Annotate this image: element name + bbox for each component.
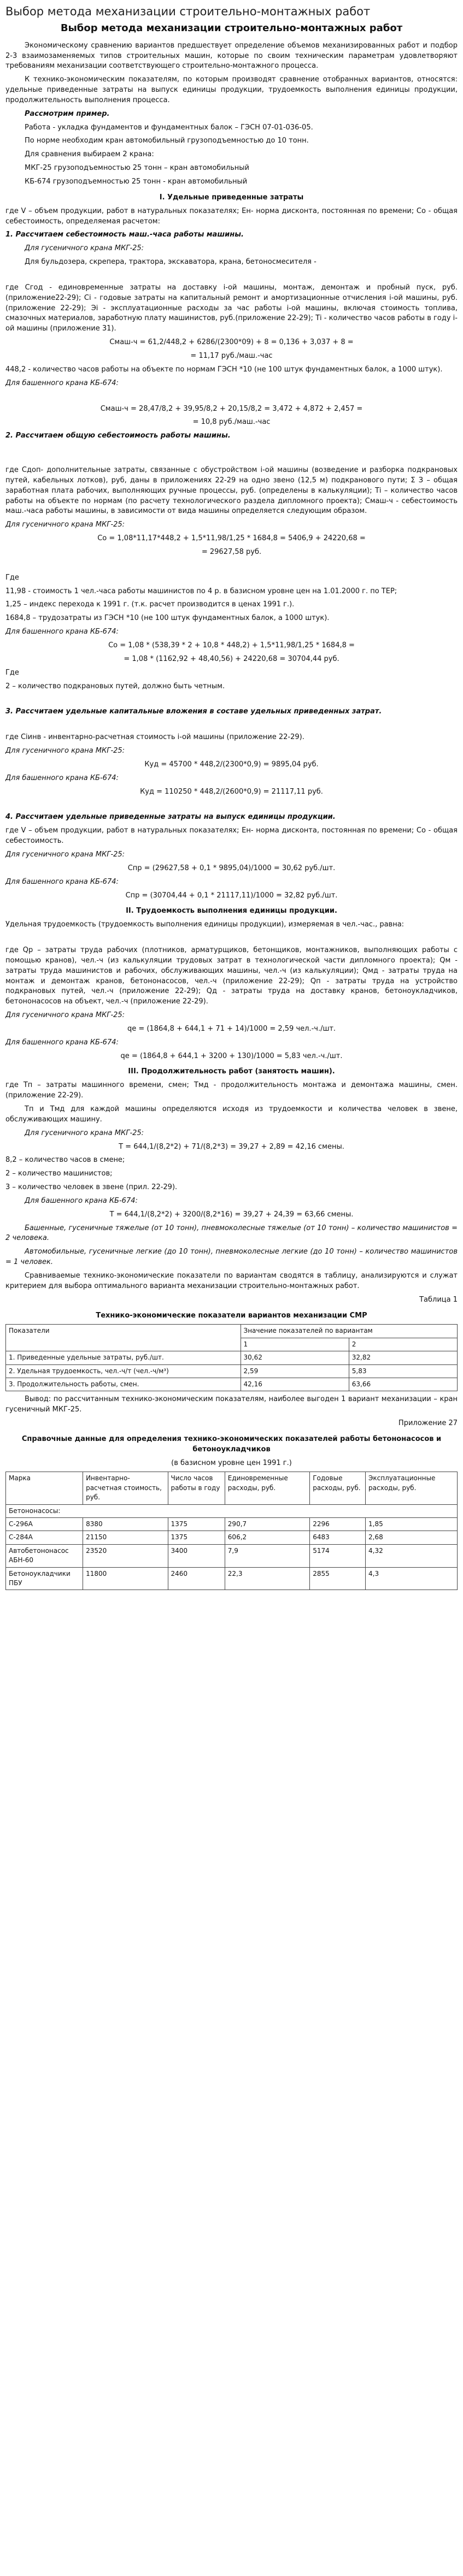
table-cell: 2460 bbox=[168, 1567, 225, 1590]
table-cell: 7,9 bbox=[225, 1544, 309, 1567]
formula-co-kb-result: = 1,08 * (1162,92 + 48,40,56) + 24220,68 = 30704,44 руб. bbox=[124, 654, 339, 663]
table-caption: Технико-экономические показатели вариантов механизации СМР bbox=[96, 1311, 367, 1320]
table-group-row bbox=[6, 1504, 458, 1517]
formula-co-kb: Со = 1,08 * (538,39 * 2 + 10,8 * 448,2) + 1,5*11,98/1,25 * 1684,8 = bbox=[108, 641, 355, 650]
table-header-cell: Значение показателей по вариантам bbox=[241, 1325, 457, 1338]
paragraph-specific-labor: Удельная трудоемкость (трудоемкость выполнения единицы продукции), измеряемая в чел.-час., равна: bbox=[5, 920, 405, 929]
table-cell: 4,32 bbox=[366, 1544, 458, 1567]
paragraph-compare-summary: Сравниваемые технико-экономические показатели по вариантам сводятся в таблицу, анализируются и служат критерием для выбора оптимального варианта механизации строительно-монтажных работ. bbox=[5, 1271, 458, 1290]
table-header-cell: 2 bbox=[349, 1338, 457, 1351]
step-heading-3: 3. Рассчитаем удельные капитальные вложения в составе удельных приведенных затрат. bbox=[5, 707, 382, 716]
formula-kud-kb: Куд = 110250 * 448,2/(2600*0,9) = 21117,11 руб. bbox=[140, 787, 323, 796]
label-kb: Для башенного крана КБ-674: bbox=[5, 628, 119, 636]
formula-kb-result: = 10,8 руб./маш.-час bbox=[192, 418, 271, 427]
paragraph-where-cinv: где Сiинв - инвентарно-расчетная стоимость i-ой машины (приложение 22-29). bbox=[5, 733, 304, 742]
step-heading-2: 2. Рассчитаем общую себестоимость работы машины. bbox=[5, 432, 231, 440]
table-cell: 5,83 bbox=[349, 1364, 457, 1378]
label-kb: Для башенного крана КБ-674: bbox=[5, 379, 119, 387]
table-cell: 1. Приведенные удельные затраты, руб./шт. bbox=[6, 1351, 241, 1364]
document-title: Выбор метода механизации строительно-монтажных работ bbox=[60, 22, 403, 34]
paragraph-indicators: К технико-экономическим показателям, по которым производят сравнение отобранных вариантов, относятся: удельные приведенные затраты на выпуск единицы продукции, трудоемкость выполнения единицы продукции, продолжительность выполнения процесса. bbox=[5, 75, 458, 104]
label-mkg: Для гусеничного крана МКГ-25: bbox=[5, 747, 125, 755]
table-cell: 32,82 bbox=[349, 1351, 457, 1364]
table-header-cell: 1 bbox=[241, 1338, 349, 1351]
appendix-subtitle: (в базисном уровне цен 1991 г.) bbox=[171, 1458, 292, 1467]
formula-co-mkg-result: = 29627,58 руб. bbox=[201, 547, 262, 556]
label-kb: Для башенного крана КБ-674: bbox=[5, 773, 119, 782]
table-row bbox=[6, 1378, 458, 1391]
table-cell: 606,2 bbox=[225, 1531, 309, 1544]
appendix-title: Справочные данные для определения технико-экономических показателей работы бетононасосов и бетоноукладчиков bbox=[21, 1434, 442, 1454]
formula-kud-mkg: Куд = 45700 * 448,2/(2300*0,9) = 9895,04 руб. bbox=[144, 760, 319, 769]
table-cell: 11800 bbox=[83, 1567, 168, 1590]
table-header-row bbox=[6, 1325, 458, 1338]
table-number: Таблица 1 bbox=[419, 1295, 458, 1304]
table-header-cell: Показатели bbox=[6, 1325, 241, 1351]
example-heading: Рассмотрим пример. bbox=[25, 109, 110, 118]
table-cell: 2,68 bbox=[366, 1531, 458, 1544]
table-cell: 22,3 bbox=[225, 1567, 309, 1590]
table-header-cell: Число часов работы в году bbox=[168, 1472, 225, 1504]
label-mkg: Для гусеничного крана МКГ-25: bbox=[5, 850, 125, 859]
paragraph-intro: Экономическому сравнению вариантов предшествует определение объемов механизированных работ и подбор 2-3 взаимозаменяемых типов строительных машин, которые по своим техническим параметрам удовлетворяют требованиям механизации соответствующего строительно-монтажного процесса. bbox=[5, 41, 458, 70]
table-cell: 30,62 bbox=[241, 1351, 349, 1364]
table-header-cell: Годовые расходы, руб. bbox=[310, 1472, 366, 1504]
paragraph-norm: По норме необходим кран автомобильный грузоподъемностью до 10 тонн. bbox=[25, 137, 309, 145]
paragraph-operators: 2 – количество машинистов; bbox=[5, 1169, 113, 1178]
table-cell: 2. Удельная трудоемкость, чел.-ч/т (чел.-ч/м³) bbox=[6, 1364, 241, 1378]
paragraph-tracks: 2 – количество подкрановых путей, должно быть четным. bbox=[5, 682, 225, 690]
formula-qe-mkg: qе = (1864,8 + 644,1 + 71 + 14)/1000 = 2,59 чел.-ч./шт. bbox=[127, 1024, 336, 1033]
label-kb: Для башенного крана КБ-674: bbox=[5, 877, 119, 886]
table-row bbox=[6, 1544, 458, 1567]
paragraph-bulldozer: Для бульдозера, скрепера, трактора, экскаватора, крана, бетоносмесителя - bbox=[25, 258, 317, 267]
table-cell: 2,59 bbox=[241, 1364, 349, 1378]
formula-mkg-result: = 11,17 руб./маш.-час bbox=[190, 351, 273, 360]
table-cell: 1375 bbox=[168, 1531, 225, 1544]
formula-spr-mkg: Спр = (29627,58 + 0,1 * 9895,04)/1000 = 30,62 руб./шт. bbox=[127, 864, 336, 872]
table-cell: 290,7 bbox=[225, 1517, 309, 1531]
table-header-cell: Марка bbox=[6, 1472, 83, 1504]
paragraph-work: Работа - укладка фундаментов и фундаментных балок – ГЭСН 07-01-036-05. bbox=[25, 123, 313, 132]
conclusion: Вывод: по рассчитанным технико-экономическим показателям, наиболее выгоден 1 вариант механизации – кран гусеничный МКГ-25. bbox=[5, 1395, 458, 1414]
label-mkg: Для гусеничного крана МКГ-25: bbox=[5, 521, 125, 529]
table-header-row bbox=[6, 1472, 458, 1504]
table-cell: 63,66 bbox=[349, 1378, 457, 1391]
table-header-cell: Эксплуатационные расходы, руб. bbox=[366, 1472, 458, 1504]
table-row bbox=[6, 1351, 458, 1364]
section-heading-3: III. Продолжительность работ (занятость машин). bbox=[128, 1067, 335, 1076]
paragraph-where-t: где Тп – затраты машинного времени, смен; Тмд - продолжительность монтажа и демонтажа машины, смен. (приложение 22-29). bbox=[5, 1081, 458, 1100]
table-cell: С-284А bbox=[6, 1531, 83, 1544]
spacer bbox=[5, 695, 458, 704]
reference-table bbox=[5, 1472, 458, 1590]
formula-placeholder bbox=[5, 720, 458, 729]
paragraph-where-q: где Qр – затраты труда рабочих (плотников, арматурщиков, бетонщиков, монтажников, выполняющих работы с помощью кранов), чел.-ч (из калькуляции трудовых затрат в технологической части дипломного проекта); Qм - затраты труда машинистов и рабочих, обслуживающих машины, чел.-ч (из калькуляции); Qмд - затраты труда на монтаж и демонтаж кранов, бетононасосов, чел.-ч (приложение 22-29); Qп - затраты труда на устройство подкрановых путей, чел.-ч (приложение 22-29); Qд - затраты труда на доставку кранов, бетоноукладчиков, бетононасосов на объект, чел.-ч (приложение 22-29). bbox=[5, 946, 458, 1006]
formula-placeholder bbox=[5, 271, 458, 280]
paragraph-where-v: где V – объем продукции, работ в натуральных показателях; Ен- норма дисконта, постоянная по времени; Со - общая себестоимость, определяемая расчетом: bbox=[5, 206, 458, 226]
table-cell: 4,3 bbox=[366, 1567, 458, 1590]
formula-co-mkg: Со = 1,08*11,17*448,2 + 1,5*11,98/1,25 * 1684,8 = 5406,9 + 24220,68 = bbox=[97, 534, 366, 543]
step-heading-1: 1. Рассчитаем себестоимость маш.-часа работы машины. bbox=[5, 231, 244, 239]
table-cell: 1,85 bbox=[366, 1517, 458, 1531]
table-row bbox=[6, 1531, 458, 1544]
formula-placeholder bbox=[5, 445, 458, 453]
indicators-table bbox=[5, 1324, 458, 1391]
table-cell: 2855 bbox=[310, 1567, 366, 1590]
paragraph-crane-2: КБ-674 грузоподъемностью 25 тонн - кран автомобильный bbox=[25, 178, 248, 186]
label-kb: Для башенного крана КБ-674: bbox=[5, 1038, 119, 1047]
table-cell: 5174 bbox=[310, 1544, 366, 1567]
paragraph-light: Автомобильные, гусеничные легкие (до 10 тонн), пневмоколесные легкие (до 10 тонн) – количество машинистов = 1 человек. bbox=[5, 1248, 458, 1267]
paragraph-hours: 448,2 - количество часов работы на объекте по нормам ГЭСН *10 (не 100 штук фундаментных балок, а 1000 штук). bbox=[5, 365, 443, 374]
table-cell: 21150 bbox=[83, 1531, 168, 1544]
paragraph-compare: Для сравнения выбираем 2 крана: bbox=[25, 150, 154, 159]
table-cell: 42,16 bbox=[241, 1378, 349, 1391]
paragraph-where-c: где Сгод - единовременные затраты на доставку i-ой машины, монтаж, демонтаж и пробный пуск, руб. (приложение22-29); Сi - годовые затраты на капитальный ремонт и амортизационные отчисления i-ой машины, руб. (приложение 22-29); Эi - эксплуатационные расходы за час работы i-ой машины, включая стоимость топлива, смазочных материалов, заработную плату машинистов, руб.(приложение 22-29); Тi - количество часов работы в году i-ой машины (приложение 31). bbox=[5, 283, 458, 333]
formula-placeholder bbox=[5, 933, 458, 942]
table-cell: Бетоноукладчики ПБУ bbox=[6, 1567, 83, 1590]
paragraph-rate: 11,98 - стоимость 1 чел.-часа работы машинистов по 4 р. в базисном уровне цен на 1.01.2000 г. по ТЕР; bbox=[5, 587, 397, 595]
table-cell: 3. Продолжительность работы, смен. bbox=[6, 1378, 241, 1391]
table-cell: 1375 bbox=[168, 1517, 225, 1531]
spacer bbox=[5, 800, 458, 809]
paragraph-crew: 3 – количество человек в звене (прил. 22-29). bbox=[5, 1183, 178, 1192]
label-mkg: Для гусеничного крана МКГ-25: bbox=[25, 244, 144, 253]
section-heading-1: I. Удельные приведенные затраты bbox=[159, 193, 304, 202]
paragraph-where-v2: где V – объем продукции, работ в натуральных показателях; Ен- норма дисконта, постоянная по времени; Со - общая себестоимость. bbox=[5, 826, 458, 846]
table-cell: 3400 bbox=[168, 1544, 225, 1567]
formula-placeholder bbox=[5, 392, 458, 401]
table-cell: 2296 bbox=[310, 1517, 366, 1531]
table-header-cell: Инвентарно-расчетная стоимость, руб. bbox=[83, 1472, 168, 1504]
table-row bbox=[6, 1517, 458, 1531]
formula-qe-kb: qе = (1864,8 + 644,1 + 3200 + 130)/1000 = 5,83 чел.-ч./шт. bbox=[120, 1051, 343, 1060]
table-row bbox=[6, 1364, 458, 1378]
spacer bbox=[5, 561, 458, 570]
table-group-cell: Бетононасосы: bbox=[6, 1504, 458, 1517]
table-cell: 23520 bbox=[83, 1544, 168, 1567]
label-where: Где bbox=[5, 573, 19, 582]
paragraph-where-cdop: где Сдоп- дополнительные затраты, связанные с обустройством i-ой машины (возведение и разборка подкрановых путей, кабельных лотков), руб, даны в приложениях 22-29 на одно звено (12,5 м) подкранового пути; Σ З – общая заработная плата рабочих, выполняющих ручные процессы, руб. (определены в калькуляции); Тi – количество часов работы на объекте по нормам (по расчету технологического раздела дипломного проекта); Смаш-ч - себестоимость маш.-часа работы машины, в зависимости от вида машины определяется следующим образом. bbox=[5, 466, 458, 516]
formula-mkg-cost: Смаш-ч = 61,2/448,2 + 6286/(2300*09) + 8 = 0,136 + 3,037 + 8 = bbox=[109, 338, 354, 347]
step-heading-4: 4. Рассчитаем удельные приведенные затраты на выпуск единицы продукции. bbox=[5, 813, 336, 822]
appendix-number: Приложение 27 bbox=[398, 1419, 458, 1427]
formula-spr-kb: Спр = (30704,44 + 0,1 * 21117,11)/1000 = 32,82 руб./шт. bbox=[125, 891, 338, 900]
table-cell: 6483 bbox=[310, 1531, 366, 1544]
formula-placeholder bbox=[5, 453, 458, 462]
formula-kb-cost: Смаш-ч = 28,47/8,2 + 39,95/8,2 + 20,15/8,2 = 3,472 + 4,872 + 2,457 = bbox=[100, 404, 363, 413]
paragraph-crane-1: МКГ-25 грузоподъемностью 25 тонн – кран автомобильный bbox=[25, 164, 249, 173]
paragraph-tp: Тп и Тмд для каждой машины определяются исходя из трудоемкости и количества человек в звене, обслуживающих машину. bbox=[5, 1105, 458, 1124]
table-header-cell: Единовременные расходы, руб. bbox=[225, 1472, 309, 1504]
label-where: Где bbox=[5, 668, 19, 677]
table-cell: С-296А bbox=[6, 1517, 83, 1531]
label-kb: Для башенного крана КБ-674: bbox=[25, 1196, 138, 1205]
paragraph-labor: 1684,8 – трудозатраты из ГЭСН *10 (не 100 штук фундаментных балок, а 1000 штук). bbox=[5, 614, 330, 623]
label-mkg: Для гусеничного крана МКГ-25: bbox=[5, 1011, 125, 1020]
paragraph-heavy: Башенные, гусеничные тяжелые (от 10 тонн), пневмоколесные тяжелые (от 10 тонн) – количество машинистов = 2 человека. bbox=[5, 1224, 458, 1243]
table-cell: 8380 bbox=[83, 1517, 168, 1531]
table-cell: Автобетононасос АБН-60 bbox=[6, 1544, 83, 1567]
section-heading-2: II. Трудоемкость выполнения единицы продукции. bbox=[126, 907, 337, 915]
label-mkg: Для гусеничного крана МКГ-25: bbox=[25, 1129, 144, 1137]
formula-t-mkg: Т = 644,1/(8,2*2) + 71/(8,2*3) = 39,27 + 2,89 = 42,16 смены. bbox=[119, 1142, 344, 1151]
paragraph-index: 1,25 – индекс перехода к 1991 г. (т.к. расчет производится в ценах 1991 г.). bbox=[5, 600, 295, 609]
formula-t-kb: Т = 644,1/(8,2*2) + 3200/(8,2*16) = 39,27 + 24,39 = 63,66 смены. bbox=[109, 1210, 354, 1219]
site-title: Выбор метода механизации строительно-монтажных работ bbox=[5, 5, 371, 18]
table-row bbox=[6, 1567, 458, 1590]
paragraph-hours-shift: 8,2 – количество часов в смене; bbox=[5, 1156, 125, 1165]
